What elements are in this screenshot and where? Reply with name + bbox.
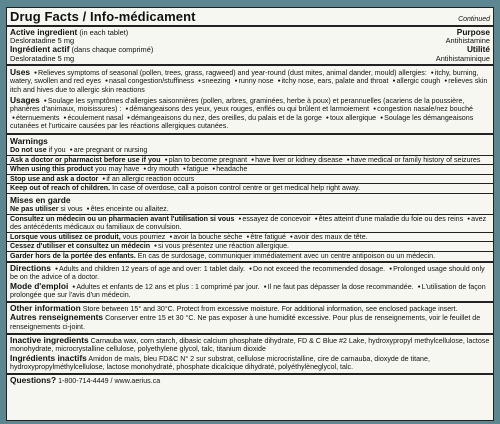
cessez-item: ● si vous présentez une réaction allergique. [152,242,289,250]
usages-heading: Usages [10,94,40,105]
active-ingredient-heading: Active ingredient [10,27,78,37]
active-ingredient-fr-heading: Ingrédient actif [10,44,70,55]
lorsque-item: ● avoir la bouche sèche [167,233,242,241]
active-ingredient-note: (in each tablet) [79,28,129,37]
ask-doctor-item: ● have liver or kidney disease [249,156,343,164]
uses-item: ● nasal congestion/stuffiness [103,77,194,85]
usages-item: ● éternuements [10,114,59,122]
ask-doctor-item: ● have medical or family history of seizures [345,156,481,164]
usages-item: ● Soulage les symptômes d'allergies saisonnières (pollen, arbres, graminées, herbe à poux) et perannuelles (acariens de la poussière, phanères d'animaux, moisissures) : [10,97,464,114]
continued-note: Continued [458,16,490,23]
inactive-ingredients-heading: Inactive ingredients [10,334,89,345]
ne-pas-utiliser-text: si vous [60,204,83,213]
lorsque-item: ● avoir des maux de tête. [288,233,368,241]
page-title: Drug Facts / Info-médicament [10,9,196,24]
keep-out-heading: Keep out of reach of children. [10,184,111,193]
do-not-use-heading: Do not use [10,145,47,154]
directions-section [7,263,493,303]
inactive-ingredients-text: Carnauba wax, corn starch, dibasic calcium phosphate dihydrate, FD & C Blue #2 Lake, hydroxypropyl methylcellulose, lactose monohydrate, microcrystalline cellulose, polyethylene glycol, talc, titanium dioxide [10,336,490,354]
usages-item: ● Soulage les démangeaisons cutanées et l'urticaire causées par les réactions allergiques cutanées. [10,114,473,131]
drug-facts-header [7,8,493,27]
do-not-use-text: if you [48,145,66,154]
consultez-item: ● avez des antécédents médicaux ou familiaux de convulsion. [10,215,486,232]
other-information-section [7,303,493,335]
usages-item: ● démangeaisons des yeux, yeux rouges, enflés ou qui brûlent et larmoiement [123,105,369,113]
directions-item: ● Adults and children 12 years of age and over: 1 tablet daily. [53,265,245,273]
questions-heading: Questions? [10,375,57,386]
uses-item: ● Relieves symptoms of seasonal (pollen, trees, grass, ragweed) and year-round (dust mites, animal dander, mould) allergies: [32,69,427,77]
when-using-section [7,165,493,175]
ask-doctor-section [7,156,493,166]
garder-heading: Garder hors de la portée des enfants. [10,251,136,260]
cessez-section [7,242,493,252]
consultez-item: ● êtes atteint d'une maladie du foie ou des reins [313,215,464,223]
do-not-use-item: ● are pregnant or nursing [68,146,148,154]
warnings-heading: Warnings [10,135,48,146]
mode-emploi-item: ● L'utilisation de façon prolongée que sur l'avis d'un médecin. [10,283,486,300]
utilite-heading: Utilité [466,44,490,55]
active-ingredient-fr-note: (dans chaque comprimé) [71,45,154,55]
directions-heading: Directions [10,262,51,273]
uses-item: ● sneezing [196,77,230,85]
lorsque-text: vous pourriez [122,232,166,241]
keep-out-text: In case of overdose, call a poison control centre or get medical help right away. [112,184,360,193]
uses-section [7,66,493,135]
ne-pas-utiliser-item: ● êtes enceinte ou allaitez. [85,205,169,213]
garder-text: En cas de surdosage, communiquer immédiatement avec un centre antipoison ou un médecin. [137,251,436,260]
mises-en-garde-heading: Mises en garde [10,194,71,205]
active-ingredient-value: Desloratadine 5 mg [10,36,75,46]
uses-item: ● runny nose [232,77,273,85]
usages-item: ● écoulement nasal [61,114,123,122]
consultez-heading: Consultez un médecin ou un pharmacien avant l'utilisation si vous [10,214,235,223]
stop-use-section [7,175,493,185]
other-information-text: Store between 15° and 30°C. Protect from excessive moisture. For additional information, see enclosed package insert. [82,304,458,313]
active-ingredient-section [7,27,493,66]
mode-emploi-heading: Mode d'emploi [10,280,69,291]
usages-item: ● congestion nasale/nez bouché [371,105,473,113]
utilite-value: Antihistaminique [435,53,490,63]
keep-out-section [7,184,493,194]
warnings-section [7,135,493,156]
lorsque-heading: Lorsque vous utilisez ce produit, [10,232,121,241]
ingredients-inactifs-text: Amidon de maïs, bleu FD&C N° 2 sur substrat, cellulose microcristalline, cire de carnauba, dioxyde de titane, hydroxypropylméthylcellulose, lactose monohydraté, phosphate dicalcique dihydraté, polyéthylèneglycol, talc. [10,354,430,372]
ingredients-inactifs-heading: Ingrédients inactifs [10,352,87,363]
mode-emploi-item: ● Adultes et enfants de 12 ans et plus : 1 comprimé par jour. [70,283,259,291]
other-information-heading: Other information [10,302,81,313]
consultez-section [7,215,493,233]
lorsque-section [7,233,493,243]
stop-use-item: ● if an allergic reaction occurs [100,175,194,183]
mode-emploi-item: ● Il ne faut pas dépasser la dose recommandée. [262,283,414,291]
uses-item: ● itchy, burning, watery, swollen and red eyes [10,69,478,86]
uses-heading: Uses [10,66,31,77]
questions-section [7,375,493,386]
purpose-value: Antihistamine [445,36,490,46]
active-ingredient-fr-value: Desloratadine 5 mg [10,53,75,63]
when-using-text: you may have [95,165,140,174]
ask-doctor-heading: Ask a doctor or pharmacist before use if you [10,155,161,164]
consultez-item: ● essayez de concevoir [236,215,310,223]
lorsque-item: ● être fatigué [244,233,286,241]
inactive-ingredients-section [7,335,493,375]
uses-item: ● relieves skin itch and hives due to allergic skin reactions [10,77,487,94]
when-using-item: ● headache [210,165,247,173]
uses-item: ● allergic cough [390,77,440,85]
when-using-item: ● dry mouth [141,165,179,173]
questions-contact: 1-800-714-4449 / www.aerius.ca [58,377,161,386]
when-using-item: ● fatigue [181,165,208,173]
cessez-heading: Cessez d'utiliser et consultez un médecin [10,242,151,251]
usages-item: ● démangeaisons du nez, des oreilles, du palais et de la gorge [125,114,322,122]
purpose-heading: Purpose [456,27,490,37]
drug-facts-label [6,7,494,421]
autres-renseignements-text: Conserver entre 15 et 30 °C. Ne pas exposer à une humidité excessive. Pour plus de renseignements, voir le feuillet de renseignements ci-joint. [10,314,481,332]
uses-item: ● itchy nose, ears, palate and throat [276,77,389,85]
usages-item: ● toux allergique [324,114,376,122]
garder-section [7,252,493,263]
ne-pas-utiliser-heading: Ne pas utiliser [10,204,59,213]
ask-doctor-item: ● plan to become pregnant [163,156,248,164]
stop-use-heading: Stop use and ask a doctor [10,174,99,183]
directions-item: ● Do not exceed the recommended dosage. [247,265,385,273]
directions-item: ● Prolonged usage should only be on the advice of a doctor. [10,265,485,282]
autres-renseignements-heading: Autres renseignements [10,312,104,323]
mises-en-garde-section [7,194,493,215]
when-using-heading: When using this product [10,165,94,174]
